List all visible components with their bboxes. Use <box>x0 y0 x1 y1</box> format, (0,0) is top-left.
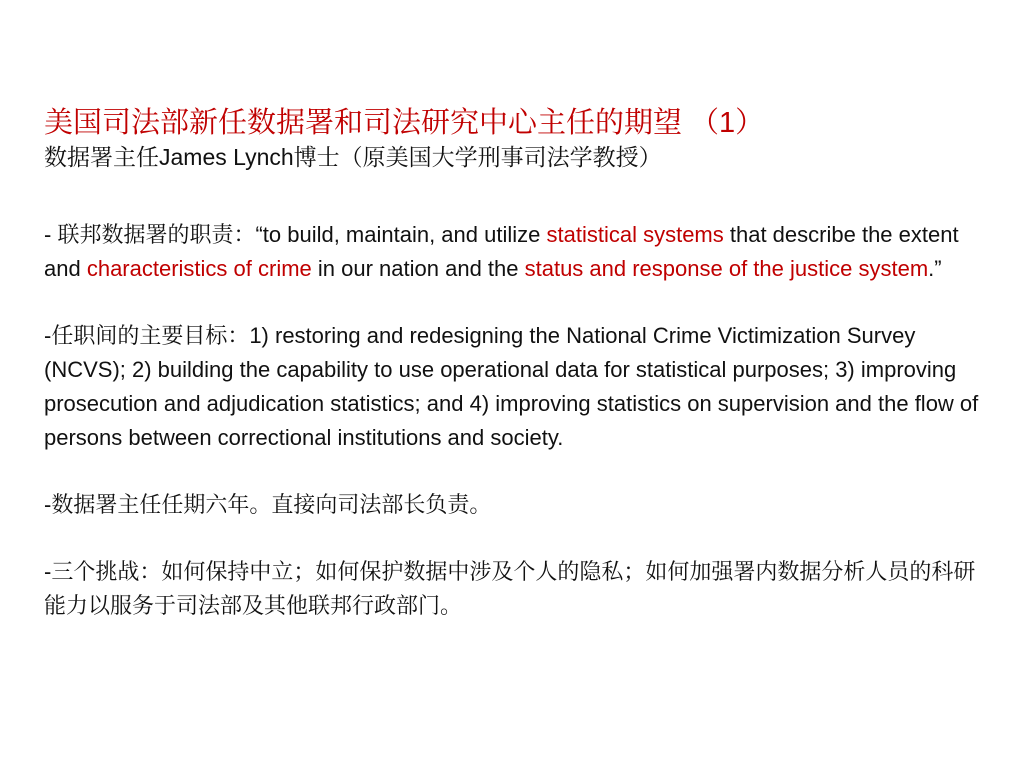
highlight-statistical-systems: statistical systems <box>546 222 724 247</box>
slide-body <box>44 218 984 656</box>
paragraph-mandate <box>44 218 984 286</box>
mandate-text-1: - 联邦数据署的职责：“to build, maintain, and utilize <box>44 222 547 247</box>
highlight-characteristics-of-crime: characteristics of crime <box>86 256 312 281</box>
highlight-justice-system: status and response of the justice system <box>524 256 929 281</box>
slide-subtitle: 数据署主任James Lynch博士（原美国大学刑事司法学教授） <box>44 144 662 170</box>
slide-title: 美国司法部新任数据署和司法研究中心主任的期望 （1） <box>44 107 765 139</box>
paragraph-term: -数据署主任任期六年。直接向司法部长负责。 <box>44 492 492 517</box>
mandate-text-4: .” <box>928 256 942 281</box>
paragraph-challenges: -三个挑战：如何保持中立；如何保护数据中涉及个人的隐私；如何加强署内数据分析人员的科研能力以服务于司法部及其他联邦行政部门。 <box>44 559 976 618</box>
paragraph-goals: -任职间的主要目标：1) restoring and redesigning the National Crime Victimization Survey (NCVS); 2) building the capability to use operational data for statistical purposes; 3) improving prosecution and adjudication statistics; and 4) improving statistics on supervision and the flow of persons between correctional institutions and society. <box>44 323 979 450</box>
mandate-text-2: that describe the extent and <box>44 222 959 281</box>
title-block <box>44 104 994 172</box>
mandate-text-3: in our nation and the <box>311 256 525 281</box>
